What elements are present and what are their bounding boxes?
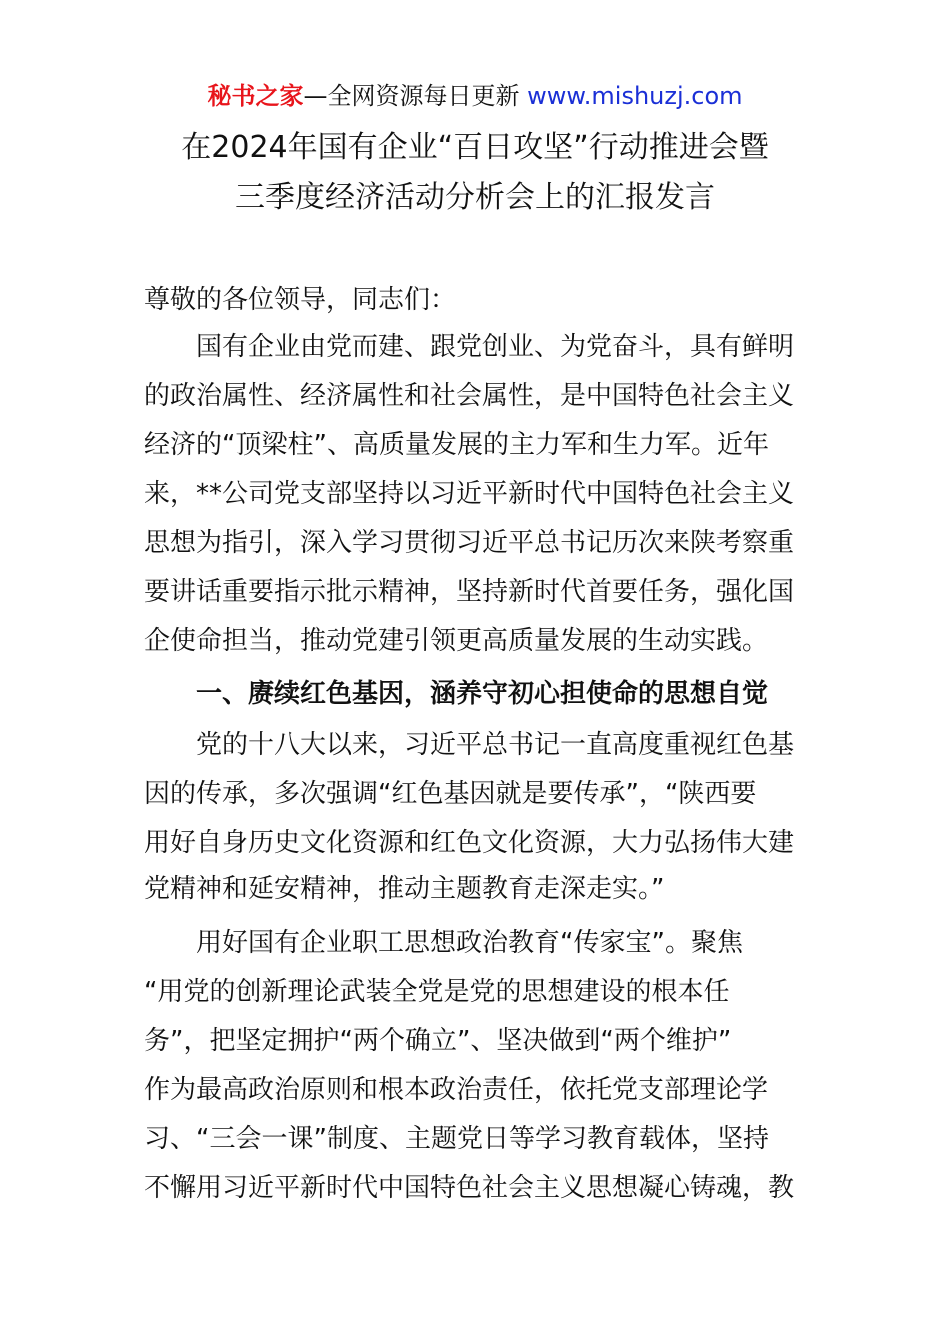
site-banner xyxy=(0,80,950,112)
paragraph-line: 企使命担当，推动党建引领更高质量发展的生动实践。 xyxy=(144,626,769,656)
paragraph-line: 作为最高政治原则和根本政治责任，依托党支部理论学 xyxy=(144,1075,769,1105)
paragraph-line: 党的十八大以来，习近平总书记一直高度重视红色基 xyxy=(144,730,795,760)
paragraph-line: 的政治属性、经济属性和社会属性，是中国特色社会主义 xyxy=(144,381,795,411)
paragraph-line: 习、“三会一课”制度、主题党日等学习教育载体，坚持 xyxy=(144,1124,769,1154)
paragraph-line: 因的传承，多次强调“红色基因就是要传承”，“陕西要 xyxy=(144,779,757,809)
paragraph-line: 国有企业由党而建、跟党创业、为党奋斗，具有鲜明 xyxy=(144,332,795,362)
paragraph-line: “用党的创新理论武装全党是党的思想建设的根本任 xyxy=(144,977,730,1007)
salutation: 尊敬的各位领导，同志们： xyxy=(144,285,457,315)
section-heading: 一、赓续红色基因，涵养守初心担使命的思想自觉 xyxy=(144,679,769,709)
paragraph-line: 经济的“顶梁柱”、高质量发展的主力军和生力军。近年 xyxy=(144,430,769,460)
paragraph-line: 来，**公司党支部坚持以习近平新时代中国特色社会主义 xyxy=(144,479,795,509)
paragraph-line: 思想为指引，深入学习贯彻习近平总书记历次来陕考察重 xyxy=(144,528,795,558)
paragraph-line: 务”，把坚定拥护“两个确立”、坚决做到“两个维护” xyxy=(144,1026,732,1056)
site-brand: 秘书之家 xyxy=(207,82,304,110)
site-url-link[interactable]: www.mishuzj.com xyxy=(527,82,743,110)
paragraph-line: 不懈用习近平新时代中国特色社会主义思想凝心铸魂，教 xyxy=(144,1173,795,1203)
paragraph-line: 用好自身历史文化资源和红色文化资源，大力弘扬伟大建 xyxy=(144,828,795,858)
paragraph-line: 用好国有企业职工思想政治教育“传家宝”。聚焦 xyxy=(144,928,743,958)
site-tagline: —全网资源每日更新 xyxy=(303,82,520,110)
paragraph-line: 要讲话重要指示批示精神，坚持新时代首要任务，强化国 xyxy=(144,577,795,607)
paragraph-line: 党精神和延安精神，推动主题教育走深走实。” xyxy=(144,874,665,904)
document-title-line-1: 在2024年国有企业“百日攻坚”行动推进会暨 xyxy=(181,130,769,165)
document-title-line-2: 三季度经济活动分析会上的汇报发言 xyxy=(235,180,715,215)
